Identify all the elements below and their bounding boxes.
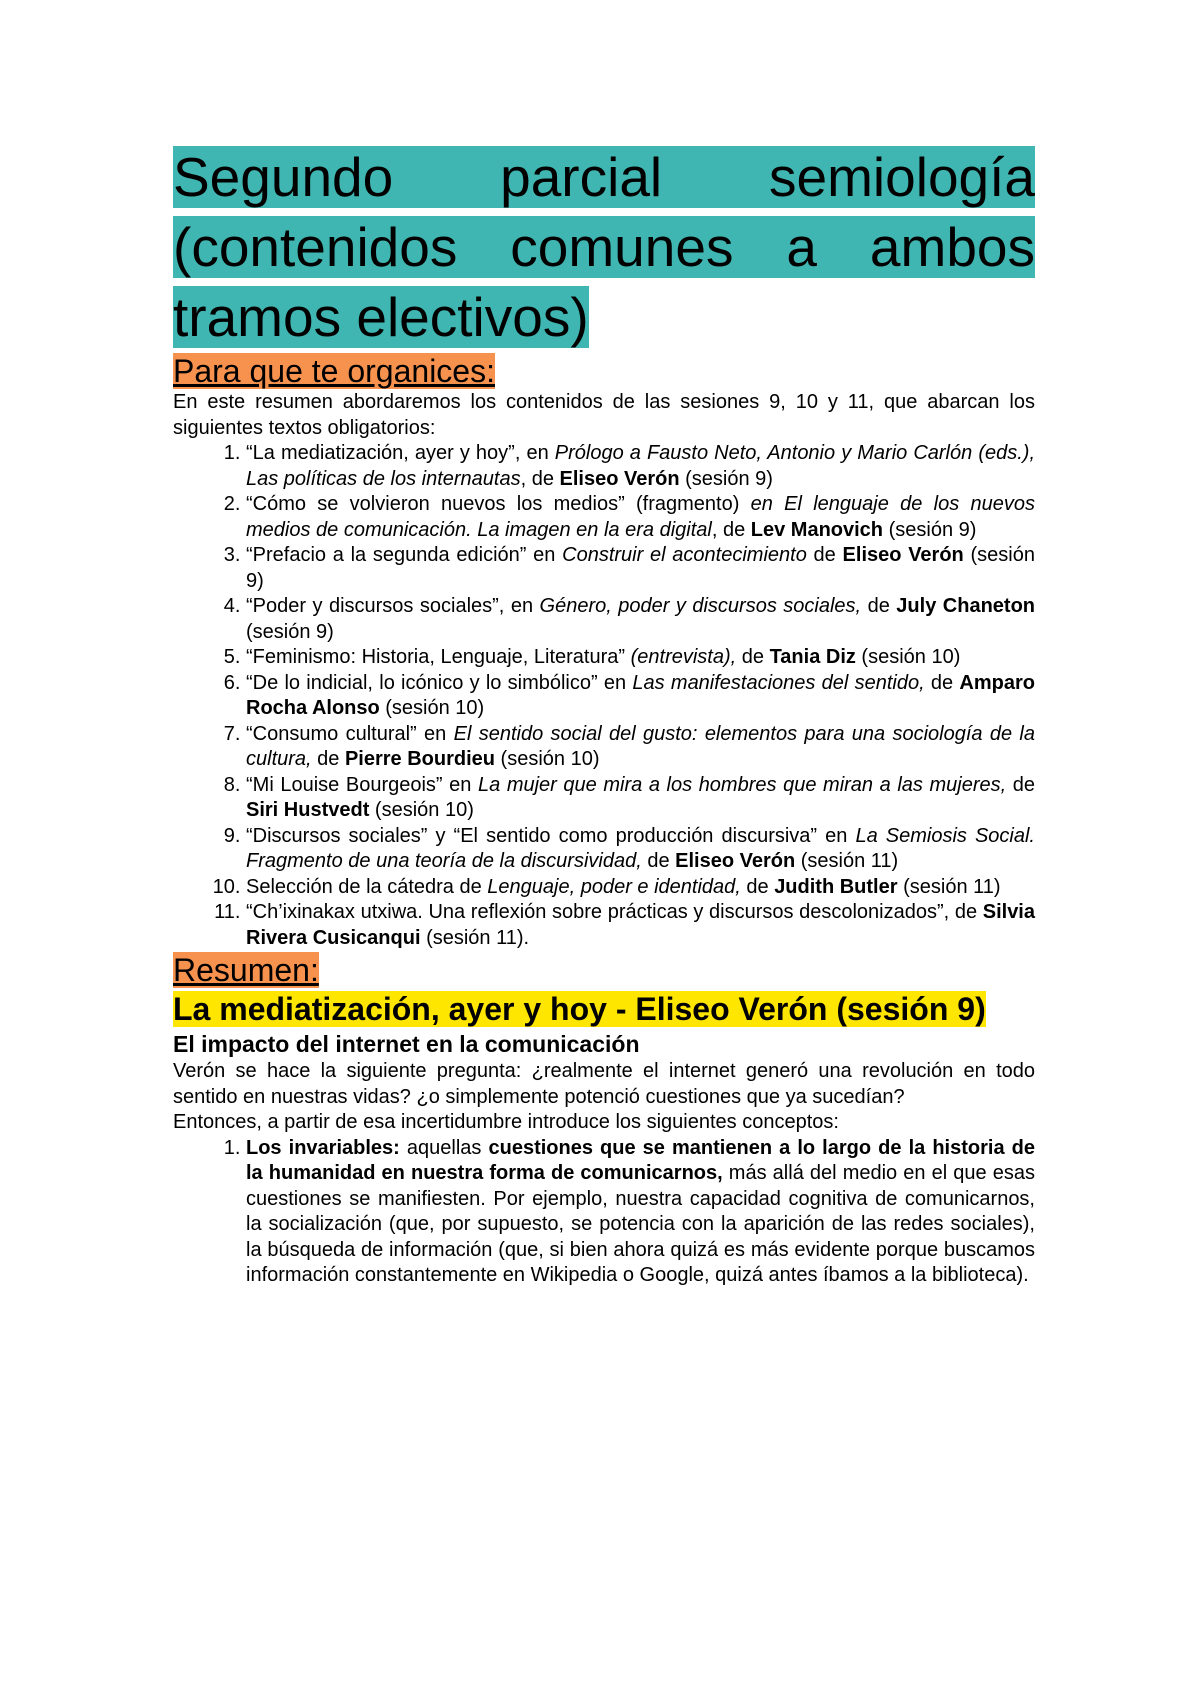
list-item: 7. “Consumo cultural” en El sentido social del gusto: elementos para una sociología de la cultura, de Pierre Bourdieu (sesión 10) bbox=[246, 722, 1035, 773]
list-item: 9. “Discursos sociales” y “El sentido como producción discursiva” en La Semiosis Social. Fragmento de una teoría de la discursividad, de Eliseo Verón (sesión 11) bbox=[246, 824, 1035, 875]
document-page bbox=[173, 142, 1035, 1289]
list-item: 3. “Prefacio a la segunda edición” en Construir el acontecimiento de Eliseo Verón (sesión 9) bbox=[246, 543, 1035, 594]
list-item: 2. “Cómo se volvieron nuevos los medios” (fragmento) en El lenguaje de los nuevos medios de comunicación. La imagen en la era digital, de Lev Manovich (sesión 9) bbox=[246, 492, 1035, 543]
summary-heading bbox=[173, 951, 1035, 989]
document-title bbox=[173, 142, 1035, 352]
organize-heading bbox=[173, 352, 1035, 390]
organize-intro: En este resumen abordaremos los contenidos de las sesiones 9, 10 y 11, que abarcan los siguientes textos obligatorios: bbox=[173, 391, 1035, 439]
section-title-text: La mediatización, ayer y hoy - Eliseo Verón (sesión 9) bbox=[173, 991, 986, 1027]
list-item: 8. “Mi Louise Bourgeois” en La mujer que mira a los hombres que miran a las mujeres, de Siri Hustvedt (sesión 10) bbox=[246, 773, 1035, 824]
organize-heading-text: Para que te organices: bbox=[173, 353, 495, 389]
required-texts-list bbox=[173, 441, 1035, 951]
concepts-list bbox=[173, 1136, 1035, 1289]
summary-paragraph-1: Verón se hace la siguiente pregunta: ¿realmente el internet generó una revolución en todo sentido en nuestras vidas? ¿o simplemente potenció cuestiones que ya sucedían? bbox=[173, 1060, 1035, 1108]
summary-heading-text: Resumen: bbox=[173, 952, 319, 988]
list-item: 11. “Ch’ixinakax utxiwa. Una reflexión sobre prácticas y discursos descolonizados”, de Silvia Rivera Cusicanqui (sesión 11). bbox=[246, 900, 1035, 951]
list-item: 6. “De lo indicial, lo icónico y lo simbólico” en Las manifestaciones del sentido, de Amparo Rocha Alonso (sesión 10) bbox=[246, 671, 1035, 722]
list-item: 4. “Poder y discursos sociales”, en Género, poder y discursos sociales, de July Chaneton (sesión 9) bbox=[246, 594, 1035, 645]
list-item: 1. Los invariables: aquellas cuestiones que se mantienen a lo largo de la historia de la humanidad en nuestra forma de comunicarnos, más allá del medio en el que esas cuestiones se manifiesten. Por ejemplo, nuestra capacidad cognitiva de comunicarnos, la socialización (que, por supuesto, se potencia con la aparición de las redes sociales), la búsqueda de información (que, si bien ahora quizá es más evidente porque buscamos información constantemente en Wikipedia o Google, quizá antes íbamos a la biblioteca). bbox=[246, 1136, 1035, 1289]
summary-paragraph-2: Entonces, a partir de esa incertidumbre introduce los siguientes conceptos: bbox=[173, 1111, 839, 1133]
list-item: 10. Selección de la cátedra de Lenguaje, poder e identidad, de Judith Butler (sesión 11) bbox=[246, 875, 1035, 901]
title-text: Segundo parcial semiología (contenidos comunes a ambos tramos electivos) bbox=[173, 146, 1035, 348]
list-item: 1. “La mediatización, ayer y hoy”, en Prólogo a Fausto Neto, Antonio y Mario Carlón (eds.), Las políticas de los internautas, de Eliseo Verón (sesión 9) bbox=[246, 441, 1035, 492]
subsection-title: El impacto del internet en la comunicación bbox=[173, 1031, 640, 1057]
section-title bbox=[173, 989, 1035, 1029]
list-item: 5. “Feminismo: Historia, Lenguaje, Literatura” (entrevista), de Tania Diz (sesión 10) bbox=[246, 645, 1035, 671]
